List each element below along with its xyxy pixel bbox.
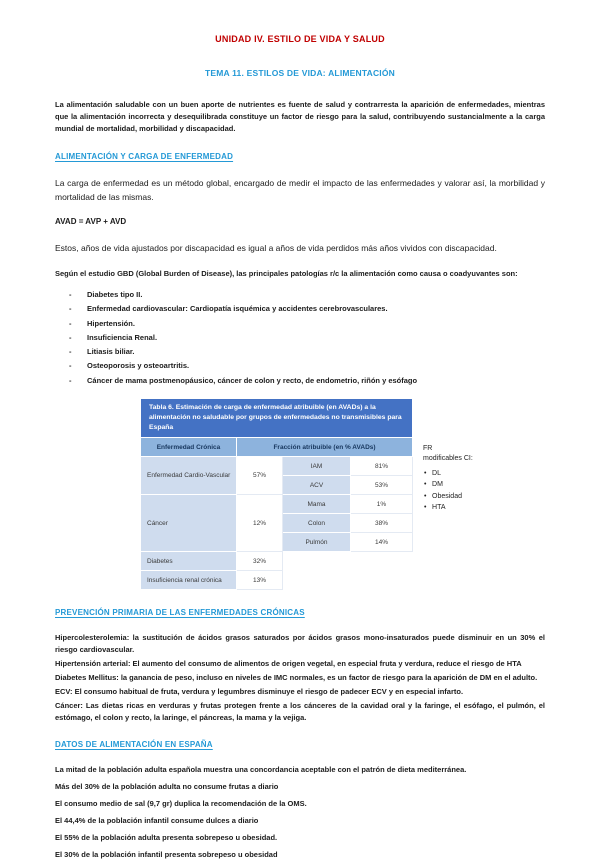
datos-line: El 55% de la población adulta presenta sobrepeso u obesidad. bbox=[55, 833, 278, 843]
subtype-cell: ACV bbox=[283, 476, 351, 495]
subtype-fraction-cell: 14% bbox=[351, 533, 413, 552]
fr-note-item: • HTA bbox=[423, 502, 473, 514]
datos-line: El consumo medio de sal (9,7 gr) duplica la recomendación de la OMS. bbox=[55, 799, 307, 809]
subtype-cell: IAM bbox=[283, 457, 351, 476]
disease-cell: Insuficiencia renal crónica bbox=[141, 571, 237, 590]
table-caption: Tabla 6. Estimación de carga de enfermedad atribuible (en AVADs) a la alimentación no saludable por grupos de enfermedades no transmisibles para España bbox=[141, 398, 413, 438]
section-heading-datos-espana: DATOS DE ALIMENTACIÓN EN ESPAÑA bbox=[55, 740, 213, 750]
unit-title: UNIDAD IV. ESTILO DE VIDA Y SALUD bbox=[215, 34, 385, 44]
table-row-ecv bbox=[141, 457, 413, 476]
table-row-cancer bbox=[141, 495, 413, 514]
prevention-block bbox=[55, 632, 545, 724]
pathology-item: - Hipertensión. bbox=[55, 317, 545, 331]
subtype-fraction-cell: 1% bbox=[351, 495, 413, 514]
prevention-paragraph: Diabetes Mellitus: la ganancia de peso, incluso en niveles de IMC normales, es un factor de riesgo para la aparición de DM en el adulto. bbox=[55, 673, 538, 683]
intro-paragraph: La alimentación saludable con un buen aporte de nutrientes es fuente de salud y contrarresta la aparición de enfermedades, mientras que la alimentación incorrecta y desequilibrada constituye un factor de riesgo para la salud, contribuyendo sustancialmente a la carga mundial de mortalidad, morbilidad y discapacidad. bbox=[55, 100, 545, 133]
burden-table bbox=[140, 398, 413, 591]
fr-note-item: • DL bbox=[423, 468, 473, 480]
pathology-item: - Cáncer de mama postmenopáusico, cáncer de colon y recto, de endometrio, riñón y esófago bbox=[55, 374, 545, 388]
disease-cell: Diabetes bbox=[141, 552, 237, 571]
prevention-paragraph: Cáncer: Las dietas ricas en verduras y frutas protegen frente a los cánceres de la cavidad oral y la faringe, el esófago, el pulmón, el estómago, el colon y recto, la laringe, el páncreas, la mama y la vejiga. bbox=[55, 701, 545, 723]
section-heading-prevencion: PREVENCIÓN PRIMARIA DE LAS ENFERMEDADES CRÓNICAS bbox=[55, 608, 305, 618]
avad-explanation-paragraph: Estos, años de vida ajustados por discapacidad es igual a años de vida perdidos más años vividos con discapacidad. bbox=[55, 243, 497, 254]
pathology-item: - Diabetes tipo II. bbox=[55, 288, 545, 302]
subtype-cell: Colon bbox=[283, 514, 351, 533]
disease-cell: Cáncer bbox=[141, 495, 237, 552]
fr-note-item: • DM bbox=[423, 479, 473, 491]
pathology-item: - Litiasis biliar. bbox=[55, 345, 545, 359]
table-header-fraction: Fracción atribuible (en % AVADs) bbox=[237, 438, 413, 457]
avad-formula: AVAD = AVP + AVD bbox=[55, 217, 127, 227]
pathology-item: - Osteoporosis y osteoartritis. bbox=[55, 359, 545, 373]
subtype-cell: Mama bbox=[283, 495, 351, 514]
subtype-fraction-cell: 38% bbox=[351, 514, 413, 533]
table-row-diabetes bbox=[141, 552, 413, 571]
subtype-fraction-cell: 81% bbox=[351, 457, 413, 476]
prevention-paragraph: ECV: El consumo habitual de fruta, verdura y legumbres disminuye el riesgo de padecer ECV y en especial infarto. bbox=[55, 687, 464, 697]
fr-note-list bbox=[423, 468, 473, 514]
fr-modificables-note bbox=[423, 444, 473, 514]
fraction-cell: 57% bbox=[237, 457, 283, 495]
section-heading-carga-enfermedad: ALIMENTACIÓN Y CARGA DE ENFERMEDAD bbox=[55, 152, 234, 161]
fraction-cell: 13% bbox=[237, 571, 283, 590]
datos-line: La mitad de la población adulta española muestra una concordancia aceptable con el patrón de dieta mediterránea. bbox=[55, 765, 467, 775]
datos-block bbox=[55, 764, 545, 861]
fraction-cell: 32% bbox=[237, 552, 283, 571]
table-header-disease: Enfermedad Crónica bbox=[141, 438, 237, 457]
pathology-item: - Insuficiencia Renal. bbox=[55, 331, 545, 345]
datos-line: El 44,4% de la población infantil consume dulces a diario bbox=[55, 816, 259, 826]
empty-cell bbox=[283, 552, 413, 571]
disease-cell: Enfermedad Cardio-Vascular bbox=[141, 457, 237, 495]
datos-line: Más del 30% de la población adulta no consume frutas a diario bbox=[55, 782, 279, 792]
gbd-study-paragraph: Según el estudio GBD (Global Burden of Disease), las principales patologías r/c la alimentación como causa o coadyuvantes son: bbox=[55, 269, 518, 279]
carga-definition-paragraph: La carga de enfermedad es un método global, encargado de medir el impacto de las enfermedades y valorar así, la morbilidad y mortalidad de las mismas. bbox=[55, 178, 545, 203]
datos-line: El 30% de la población infantil presenta sobrepeso u obesidad bbox=[55, 850, 278, 860]
table-row-renal bbox=[141, 571, 413, 590]
subtype-cell: Pulmón bbox=[283, 533, 351, 552]
prevention-paragraph: Hipertensión arterial: El aumento del consumo de alimentos de origen vegetal, en especial fruta y verdura, reduce el riesgo de HTA bbox=[55, 659, 522, 669]
prevention-paragraph: Hipercolesterolemia: la sustitución de ácidos grasos saturados por ácidos grasos mono-insaturados puede disminuir en un 30% el riesgo cardiovascular. bbox=[55, 633, 545, 655]
fraction-cell: 12% bbox=[237, 495, 283, 552]
pathology-list bbox=[55, 288, 545, 388]
fr-note-title: FR modificables CI: bbox=[423, 444, 473, 463]
empty-cell bbox=[283, 571, 413, 590]
fr-note-item: • Obesidad bbox=[423, 491, 473, 503]
topic-title: TEMA 11. ESTILOS DE VIDA: ALIMENTACIÓN bbox=[204, 68, 396, 78]
subtype-fraction-cell: 53% bbox=[351, 476, 413, 495]
burden-table-zone bbox=[140, 398, 545, 591]
pathology-item: - Enfermedad cardiovascular: Cardiopatía isquémica y accidentes cerebrovasculares. bbox=[55, 302, 545, 316]
